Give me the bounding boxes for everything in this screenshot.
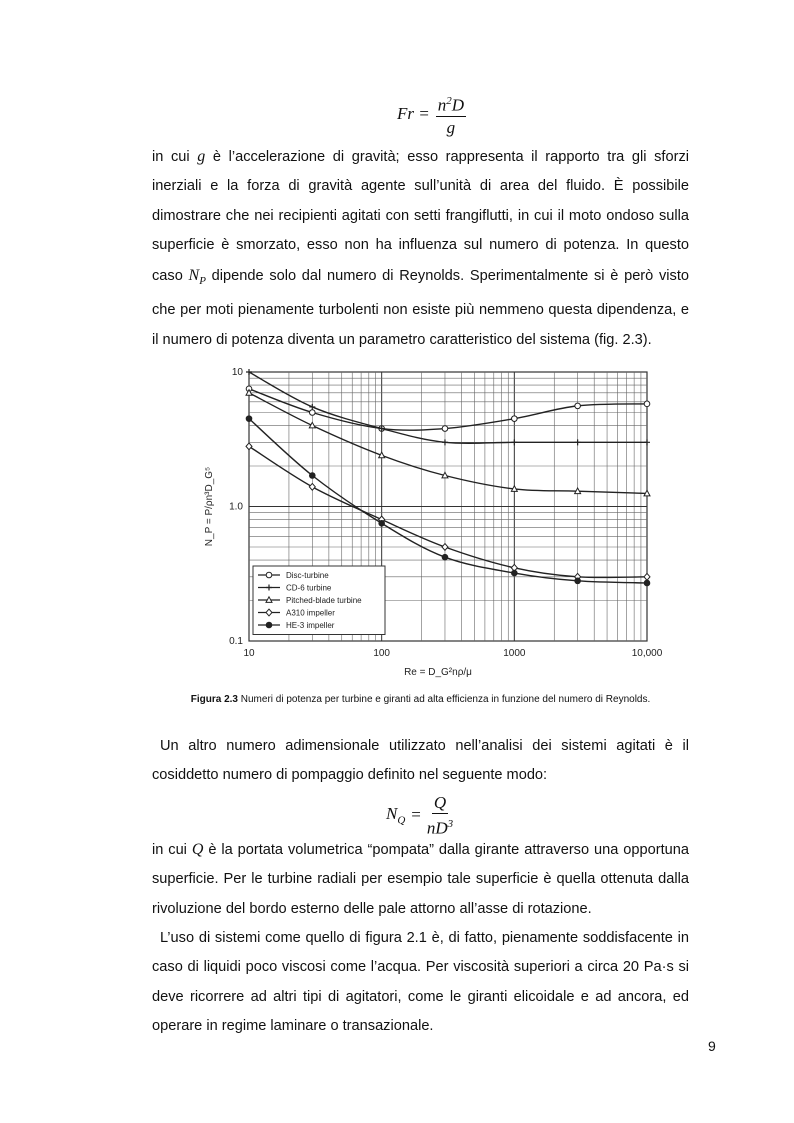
paragraph-viscous-systems: L’uso di sistemi come quello di figura 2.1 è, di fatto, pienamente soddisfacente in caso di liquidi poco viscosi come l’acqua. Per viscosità superiori a circa 20 Pa·s si deve ricorrere ad altri tipi di agitatori, come le giranti elicoidale e ad ancora, ed operare in regime laminare o transazionale. xyxy=(152,930,689,1035)
para1-text-c: dipende solo dal numero di Reynolds. Sperimentalmente si è però visto che per moti pienamente turbolenti non esiste più nemmeno questa dipendenza, e il numero di potenza diventa un parametro caratteristico del sistema (fig. 2.3). xyxy=(152,267,689,348)
page-number: 9 xyxy=(708,1038,716,1054)
y-tick-label: 10 xyxy=(231,367,243,378)
symbol-np-base: N xyxy=(188,266,200,284)
paragraph-flow-rate xyxy=(152,835,689,924)
froude-num-rest: D xyxy=(451,95,465,115)
data-point xyxy=(309,410,315,416)
nq-den-exp: 3 xyxy=(447,818,454,830)
power-number-chart xyxy=(190,360,670,685)
para3-text-b: è la portata volumetrica “pompata” dalla girante attraverso una opportuna superficie. Per le turbine radiali per esempio tale superficie è quella ottenuta dalla rivoluzione del bordo esterno delle pale attorno all’asse di rotazione. xyxy=(152,842,689,917)
nq-lhs xyxy=(386,804,405,826)
data-point xyxy=(442,426,448,432)
symbol-q: Q xyxy=(191,841,204,858)
para1-text-a: in cui xyxy=(152,149,198,165)
legend-label: Pitched-blade turbine xyxy=(286,596,362,605)
paragraph-froude xyxy=(152,142,689,355)
legend-label: CD-6 turbine xyxy=(286,583,332,593)
x-tick-label: 100 xyxy=(373,648,391,659)
x-tick-label: 1000 xyxy=(503,648,526,659)
froude-numerator xyxy=(436,92,466,117)
chart-ylabel: N_P = P/ρn³D_G⁵ xyxy=(204,466,215,547)
data-point xyxy=(575,403,581,409)
pumping-number-formula xyxy=(386,793,453,838)
nq-den-base: nD xyxy=(426,818,448,838)
data-point xyxy=(512,570,518,576)
froude-fraction xyxy=(436,92,466,137)
figure-caption xyxy=(152,694,689,705)
legend-label: Disc-turbine xyxy=(286,571,329,580)
paragraph-pumping: Un altro numero adimensionale utilizzato nell’analisi dei sistemi agitati è il cosiddetto numero di pompaggio definito nel seguente modo: xyxy=(152,738,689,784)
chart-legend xyxy=(253,566,385,635)
nq-fraction xyxy=(427,793,453,838)
caption-text: Numeri di potenza per turbine e giranti ad alta efficienza in funzione del numero di Reynolds. xyxy=(237,694,651,705)
data-point xyxy=(442,554,448,560)
caption-label: Figura 2.3 xyxy=(190,694,238,705)
x-tick-label: 10,000 xyxy=(631,648,663,659)
nq-numerator: Q xyxy=(433,793,447,812)
froude-num-exp: 2 xyxy=(446,95,452,107)
chart-xlabel: Re = D_G²nρ/μ xyxy=(404,667,472,678)
symbol-g: g xyxy=(197,148,206,165)
data-point xyxy=(246,416,252,422)
data-point xyxy=(266,622,272,628)
symbol-np xyxy=(188,266,206,287)
nq-lhs-base: N xyxy=(386,804,398,824)
para1-text-b: è l’accelerazione di gravità; esso rappresenta il rapporto tra gli sforzi inerziali e la forza di gravità agente sull’unità di area del fluido. È possibile dimostrare che nei recipienti agitati con setti frangiflutti, in cui il moto ondoso sulla superficie è smorzato, esso non ha influenza sul numero di potenza. In questo caso xyxy=(152,149,689,284)
data-point xyxy=(575,578,581,584)
nq-lhs-sub: Q xyxy=(397,814,406,827)
para3-text-a: in cui xyxy=(152,842,192,858)
legend-label: A310 impeller xyxy=(286,608,335,618)
froude-formula xyxy=(397,92,466,137)
data-point xyxy=(644,580,650,586)
data-point xyxy=(644,401,650,407)
legend-label: HE-3 impeller xyxy=(286,621,335,630)
froude-denominator: g xyxy=(446,117,456,137)
y-tick-label: 0.1 xyxy=(229,636,243,647)
nq-equals: = xyxy=(411,805,421,825)
symbol-np-sub: P xyxy=(199,274,206,287)
data-point xyxy=(379,521,385,527)
data-point xyxy=(309,473,315,479)
froude-num-base: n xyxy=(437,95,447,115)
froude-lhs: Fr = xyxy=(397,104,430,124)
x-tick-label: 10 xyxy=(243,648,255,659)
data-point xyxy=(266,572,272,578)
data-point xyxy=(512,416,518,422)
y-tick-label: 1.0 xyxy=(229,501,243,513)
